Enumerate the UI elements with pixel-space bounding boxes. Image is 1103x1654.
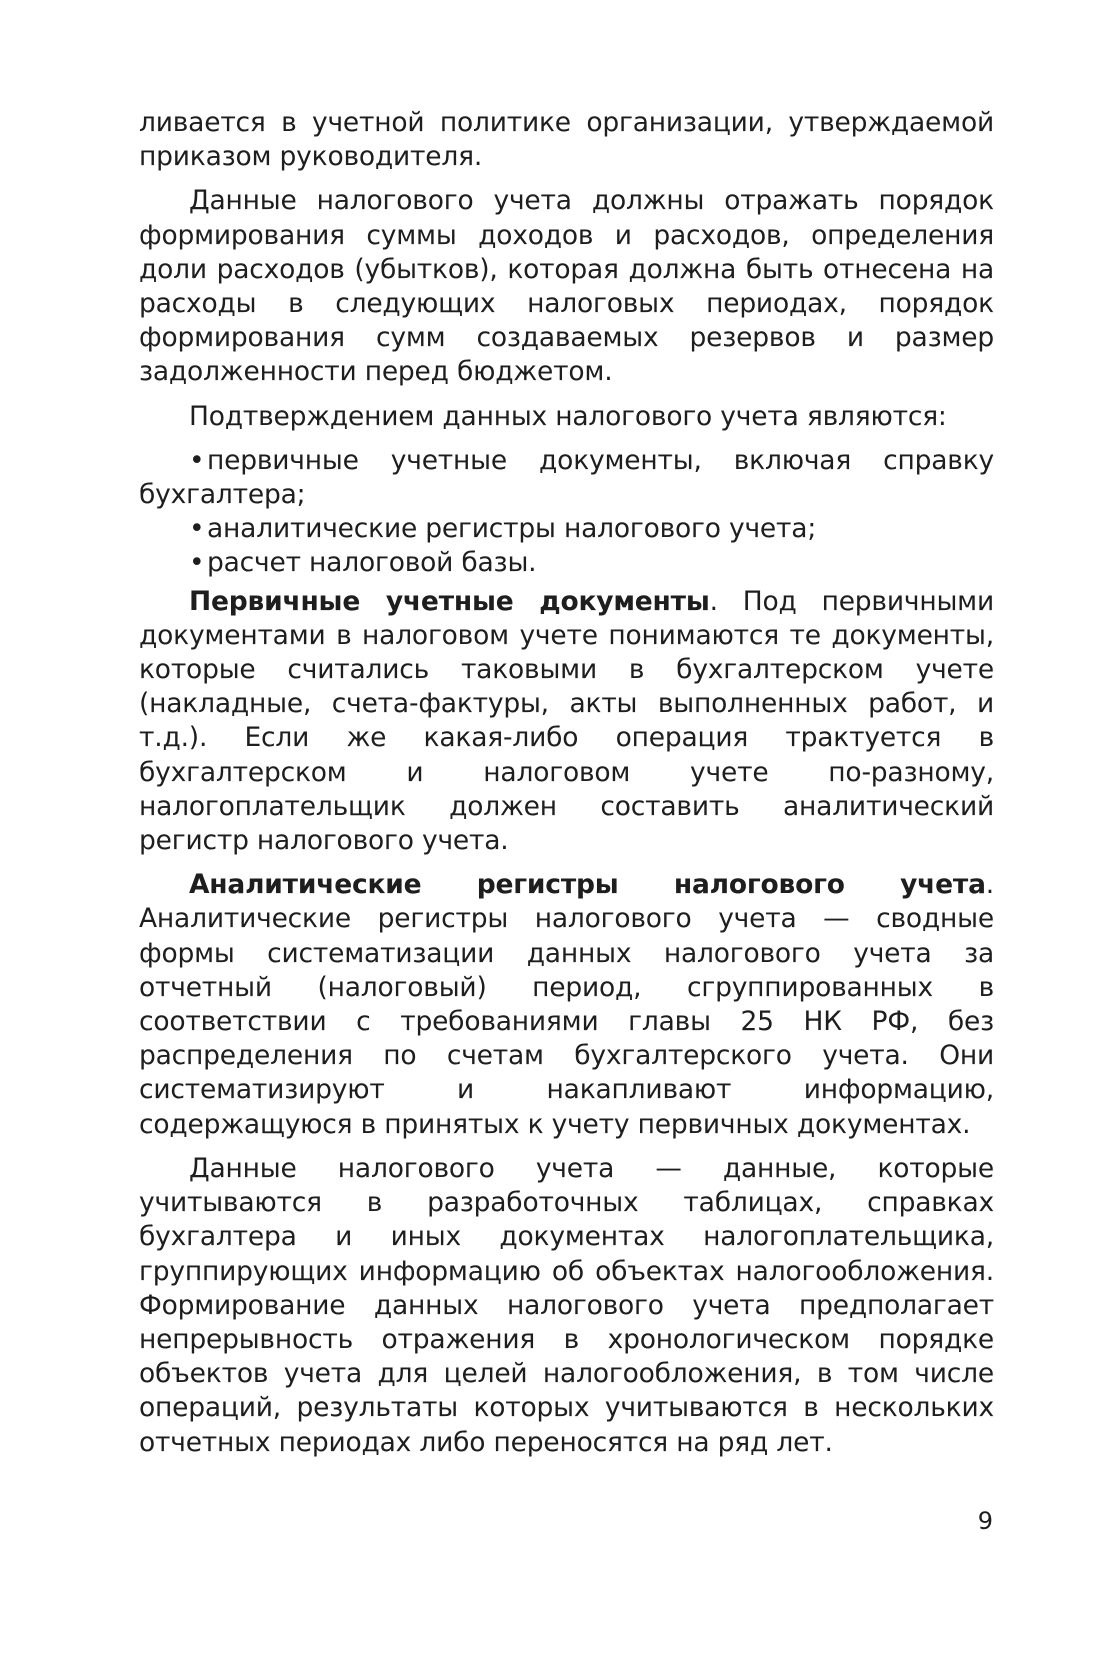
list-item bbox=[139, 546, 994, 580]
list-item-text: первичные учетные документы, включая справку бухгалтера; bbox=[139, 444, 994, 511]
list-item-text: расчет налоговой базы. bbox=[207, 547, 537, 579]
page-number: 9 bbox=[977, 1507, 993, 1535]
bullet-icon: • bbox=[189, 444, 205, 476]
list-item bbox=[139, 444, 994, 512]
bullet-icon: • bbox=[189, 547, 205, 579]
paragraph-primary-documents bbox=[139, 585, 994, 859]
list-item bbox=[139, 512, 994, 546]
list-item-text: аналитические регистры налогового учета; bbox=[207, 513, 817, 545]
paragraph-continuation: ливается в учетной политике организации, утверждаемой приказом руководителя. bbox=[139, 107, 994, 173]
paragraph-analytic-registers bbox=[139, 868, 994, 1142]
bullet-icon: • bbox=[189, 513, 205, 545]
page-content bbox=[139, 106, 994, 1460]
paragraph-confirmation-intro: Подтверждением данных налогового учета являются: bbox=[189, 400, 947, 432]
paragraph-tax-data-definition: Данные налогового учета — данные, которые учитываются в разработочных таблицах, справках бухгалтера и иных документах налогоплательщика, группирующих информацию об объектах налогообложения. Формирование данных налогового учета предполагает непрерывность отражения в хронологическом порядке объектов учета для целей налогообложения, в том числе операций, результаты которых учитываются в нескольких отчетных периодах либо переносятся на ряд лет. bbox=[139, 1152, 994, 1458]
primary-documents-text: . Под первичными документами в налоговом учете понимаются те документы, которые считались таковыми в бухгалтерском учете (накладные, счета-фактуры, акты выполненных работ, и т.д.). Если же какая-либо операция трактуется в бухгалтерском и налоговом учете по-разному, налогоплательщик должен составить аналитический регистр налогового учета. bbox=[139, 585, 994, 857]
term-analytic-registers: Аналитические регистры налогового учета bbox=[189, 869, 986, 901]
paragraph-tax-data-requirements: Данные налогового учета должны отражать порядок формирования суммы доходов и расходов, определения доли расходов (убытков), которая должна быть отнесена на расходы в следующих налоговых периодах, порядок формирования сумм создаваемых резервов и размер задолженности перед бюджетом. bbox=[139, 185, 994, 388]
analytic-registers-text: . Аналитические регистры налогового учета — сводные формы систематизации данных налогового учета за отчетный (налоговый) период, сгруппированных в соответствии с требованиями главы 25 НК РФ, без распределения по счетам бухгалтерского учета. Они систематизируют и накапливают информацию, содержащуюся в принятых к учету первичных документах. bbox=[139, 869, 994, 1140]
term-primary-documents: Первичные учетные документы bbox=[189, 585, 710, 617]
confirmation-list bbox=[139, 444, 994, 581]
